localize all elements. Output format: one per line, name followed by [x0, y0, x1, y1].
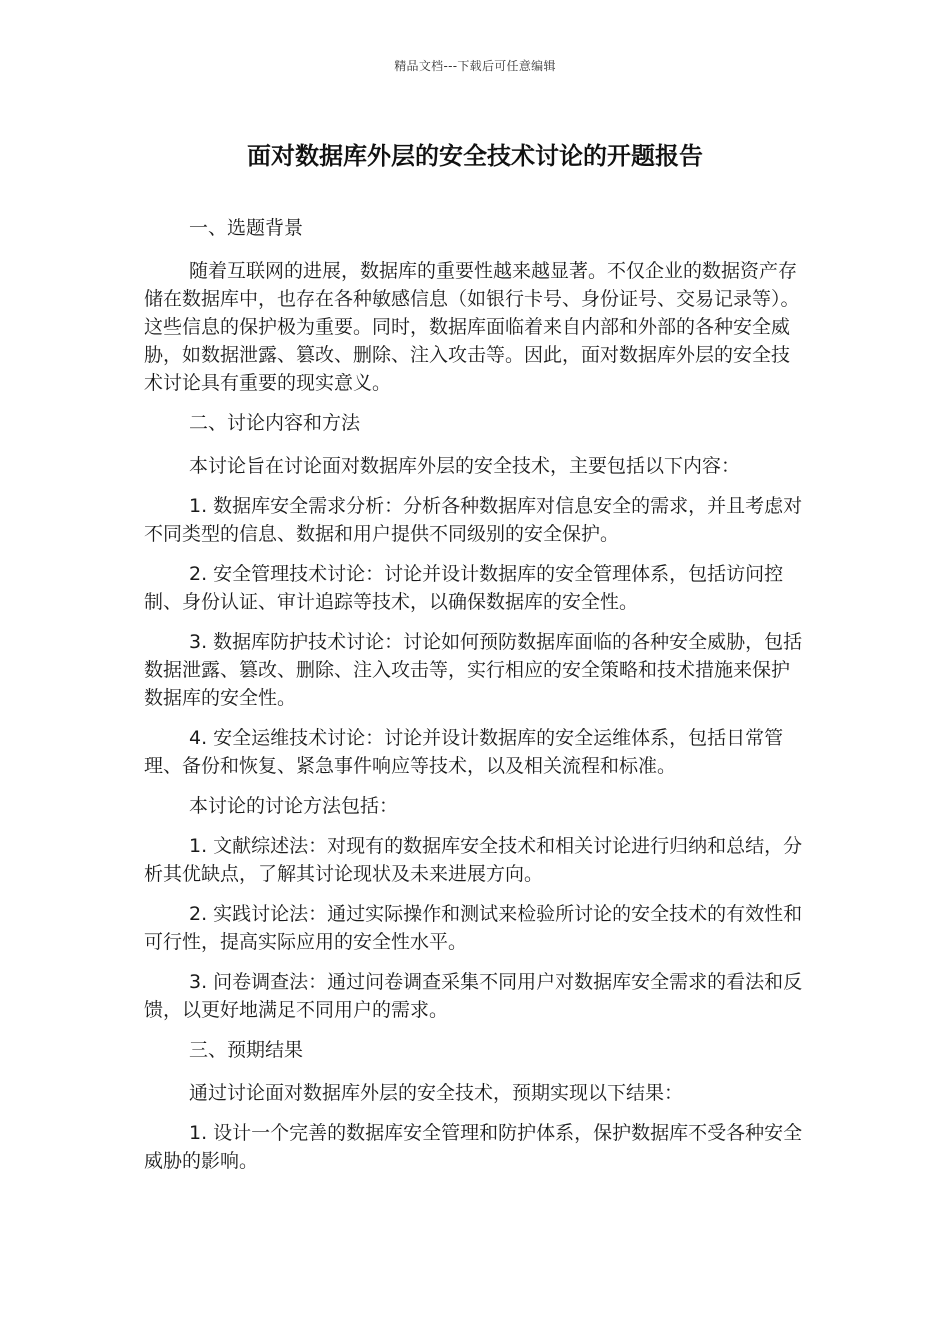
document-title: 面对数据库外层的安全技术讨论的开题报告: [247, 142, 703, 170]
list-item-method-2: 2. 实践讨论法：通过实际操作和测试来检验所讨论的安全技术的有效性和可行性，提高实际应用的安全性水平。: [144, 903, 803, 953]
section-heading-background: 一、选题背景: [189, 217, 304, 239]
list-item-content-1: 1. 数据库安全需求分析：分析各种数据库对信息安全的需求，并且考虑对不同类型的信息、数据和用户提供不同级别的安全保护。: [144, 495, 803, 545]
list-item-content-3: 3. 数据库防护技术讨论：讨论如何预防数据库面临的各种安全威胁，包括数据泄露、篡改、删除、注入攻击等，实行相应的安全策略和技术措施来保护数据库的安全性。: [144, 631, 803, 709]
list-item-content-2: 2. 安全管理技术讨论：讨论并设计数据库的安全管理体系，包括访问控制、身份认证、审计追踪等技术，以确保数据库的安全性。: [144, 563, 784, 613]
paragraph-background: 随着互联网的进展，数据库的重要性越来越显著。不仅企业的数据资产存储在数据库中，也存在各种敏感信息（如银行卡号、身份证号、交易记录等）。这些信息的保护极为重要。同时，数据库面临着来自内部和外部的各种安全威胁，如数据泄露、篡改、删除、注入攻击等。因此，面对数据库外层的安全技术讨论具有重要的现实意义。: [144, 260, 800, 394]
list-item-content-4: 4. 安全运维技术讨论：讨论并设计数据库的安全运维体系，包括日常管理、备份和恢复、紧急事件响应等技术，以及相关流程和标准。: [144, 727, 784, 777]
list-item-method-3: 3. 问卷调查法：通过问卷调查采集不同用户对数据库安全需求的看法和反馈，以更好地满足不同用户的需求。: [144, 971, 803, 1021]
paragraph-results-intro: 通过讨论面对数据库外层的安全技术，预期实现以下结果：: [189, 1082, 684, 1104]
list-item-result-1: 1. 设计一个完善的数据库安全管理和防护体系，保护数据库不受各种安全威胁的影响。: [144, 1122, 803, 1172]
section-heading-content-method: 二、讨论内容和方法: [189, 412, 361, 434]
page-header: 精品文档---下载后可任意编辑: [394, 59, 556, 73]
document-body: [144, 214, 808, 1187]
paragraph-method-intro: 本讨论的讨论方法包括：: [189, 795, 399, 817]
paragraph-content-intro: 本讨论旨在讨论面对数据库外层的安全技术，主要包括以下内容：: [189, 455, 741, 477]
section-heading-expected-results: 三、预期结果: [189, 1039, 304, 1061]
list-item-method-1: 1. 文献综述法：对现有的数据库安全技术和相关讨论进行归纳和总结，分析其优缺点，了解其讨论现状及未来进展方向。: [144, 835, 803, 885]
